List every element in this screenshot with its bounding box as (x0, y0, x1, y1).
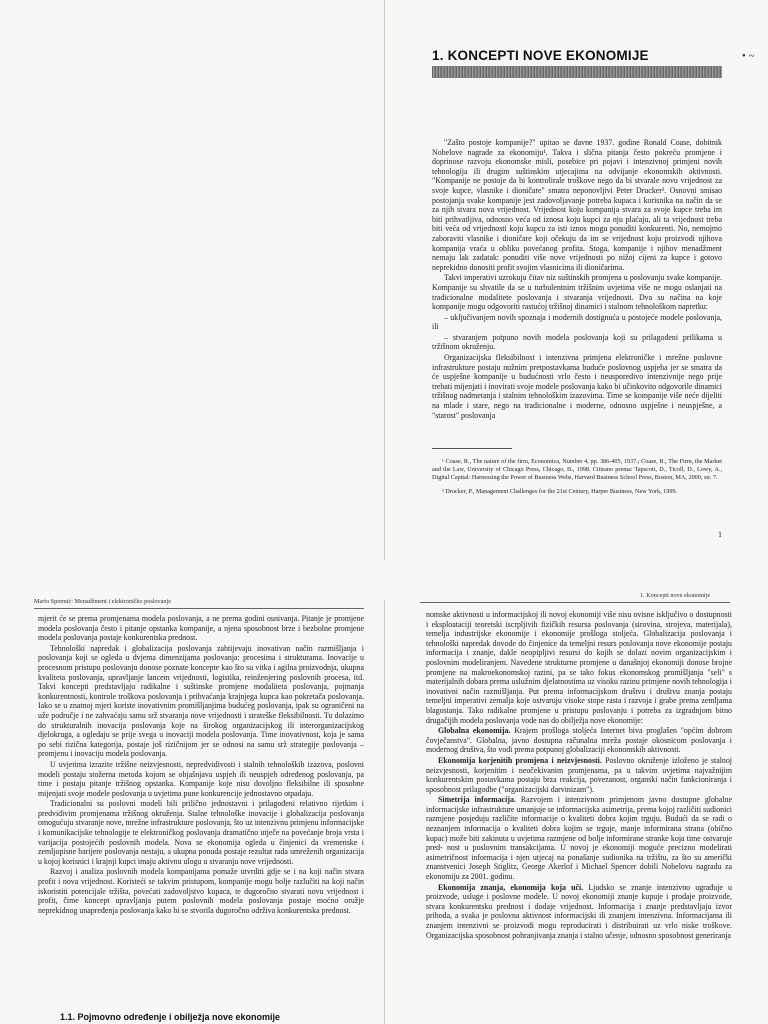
paragraph-text: nomske aktivnosti u informacijskoj ili novoj ekonomiji više nisu ovisne isključivo o dostupnosti i eksploataciji teoretski iscrpljivih fizičkih resursa poslovanja (sirovina, strojeva, materijala), temelja industrijske ekonomije i ekonomije prošloga stoljeća. Globalizacija poslovanja i tehnološki napredak dovode do činjenice da temeljni resurs poslovanja nove ekonomije postaju informacija i znanje, dakle neopipljivi resursi do kojih se dolazi novim organizacijskim i poslovnim modeliranjem. Navedene strukturne promjene u današnjoj ekonomiji donose brojne promjene na makroekonomskoj razini, pa se tako fokus ekonomskog promišljanja "seli" s materijalnih dobara prema uslužnim djelatnostima uz visoku razinu primjene novih tehnologija i inovativni način razmišljanja. Put prema informacijskom društvu i društvu znanja postaju temeljni imperativi zemalja koje ostvaruju visoke stope rasta i razvoja i grabe prema zemljama blagostanja. Tako radikalne promjene u pristupu poslovanju i potreba za izgradnjom bitno drugačijih modela poslovanja vode nas do obilježja nove ekonomije: (426, 610, 732, 725)
paragraph-lead: Ekonomija znanja, ekonomija koja uči. (438, 882, 584, 892)
paragraph (426, 726, 732, 755)
chapter-title: 1. KONCEPTI NOVE EKONOMIJE (432, 48, 649, 63)
page-number: 1 (718, 530, 722, 539)
paragraph-text: Ljudsko se znanje intenzivno ugrađuje u proizvode, usluge i poslovne modele. U novoj ekonomiji znanje kupuje i prodaje proizvode, stvara konkurentsku prednost i dodaje vrijednost. Informacija i znanje predstavljaju izvor prihoda, a svaka je poslovna aktivnost informacijski ili znanjem intenzivna. Informacijama ili znanjem intenzivni se proizvodi mogu reproducirati i distribuirati uz vrlo niske troškove. Organizacijska sposobnost pohranjivanja znanja i stalno učenje, odnosno sposobnost generiranja (426, 882, 732, 940)
paragraph-text: Krajem prošloga stoljeća Internet biva proglašen "općim dobrom čovječanstva". Globalna, javno dostupna računalna mreža postaje okosnicom poslovanja i modernog društva, što vodi prema potpunoj globalizaciji ekonomskih aktivnosti. (426, 726, 732, 755)
paragraph: Tehnološki napredak i globalizacija poslovanja zahtijevaju inovativan način razmišljanja i poslovanja koji se ogleda u dvjema dimenzijama poslovanja: procesima i strukturama. Inovacije u procesnom pristupu poslovanju donose poznate koncepte kao što su vitka i agilna proizvodnja, ukupna kvaliteta poslovanja, upravljanje lancem vrijednosti, logistika, reinženjering poslovnih procesa, itd. Takvi koncepti predstavljaju radikalne i suštinske promjene modaliteta poslovanja, pojmanja konkurentnosti, kontrole troškova poslovanja i prihvaćanja krajnjega kupca kao pokretača poslovanja. Iako se u znatnoj mjeri koriste inovativnim promišljanjima budućeg poslovanja, ipak su ograničeni na uže područje i ne zahvaćaju samu srž stvaranja nove vrijednosti i strateške fleksibilnosti. Tu dolazimo do strukturalnih inovacija poslovanja koje na širokog organizacijskog ili interorganizacijskog djelokruga, a ogledaju se prije svega u inovaciji modela poslovanja. Time inovativnost, koja je sama po sebi rizična kategorija, postaje još rizičnijom jer se odnosi na samu srž strategije poslovanja – promjenu i inovaciju modela poslovanja. (38, 643, 364, 759)
running-header-right: 1. Koncepti nove ekonomije (640, 592, 711, 599)
paragraph: Organizacijska fleksibilnost i intenzivna primjena elektroničke i mrežne poslovne infrastrukture postaju nužnim pretpostavkama buduće poslovnog uspjeha jer se smatra da će uspješne kompanije u budućnosti vrlo često i neusporedivo intenzivnije nego prije trebati mijenjati i inovirati svoje modele poslovanja kako bi učinkovito odgovorile dinamici tržišnog nadmetanja i stalnim tehnološkim izazovima. Time se kompanije više neće dijeliti na mlade i stare, nego na tradicionalne i moderne, odnosno uspješne i neuspješne, a "starost" poslovanja (432, 353, 722, 420)
list-item: – uključivanjem novih spoznaja i modernih dostignuća u postojeće modele poslovanja, ili (432, 312, 722, 332)
paragraph: Takvi imperativi uzrokuju čitav niz suštinskih promjena u poslovanju svake kompanije. Kompanije su shvatile da se u turbulentnim tržišnim uvjetima više ne mogu oslanjati na tradicionalne modalitete poslovanja i stvaranja vrijednosti. Dva su načina na koje kompanije mogu odgovoriti rastućoj tržišnoj dinamici i stalnom tehnološkom napretku: (432, 273, 722, 312)
paragraph-text: Razvojem i intenzivnom primjenom javno dostupne globalne informacijske infrastrukture umanjuje se informacijska asimetrija, prema kojoj različiti sudionici razmjene posjeduju različite informacije o kvaliteti dobra kojim trguju. Budući da se radi o neznanjem informacija o kvaliteti dobra kojim se trguje, manje informirana strana (obično kupac) može biti zakinuta u uvjetima razmjene od bolje informirane stranke koja time ostvaruje pred- nost u poslovnim transakcijama. U novoj je ekonomiji moguće precizno modelirati asimetričnost informacija i njen utjecaj na ponašanje sudionika na tržištu, za što su američki znanstvenici Joseph Stiglitz, George Akerlof i Michael Spencer dobili Nobelovu nagradu za ekonomiju za 2001. godinu. (426, 795, 732, 882)
paragraph: U uvjetima izrazite tržišne neizvjesnosti, nepredvidivosti i stalnih tehnoloških izazova, poslovni modeli postaju stožerna metoda kojom se objašnjava uspjeh ili neuspjeh određenog poslovanja, pa time i postaju pitanje tržišnog opstanka. Kompanije koje nisu dovoljno fleksibilne ili sposobne mijenjati svoje modele poslovanja u uvjetima pune konkurencije jednostavno otpadaju. (38, 759, 364, 798)
paragraph (426, 883, 732, 941)
bottom-left-body (38, 614, 364, 916)
page-fold-bottom (384, 600, 385, 1024)
top-page-body (432, 138, 722, 421)
section-heading: 1.1. Pojmovno određenje i obilježja nove ekonomije (60, 1012, 281, 1022)
footnotes (432, 458, 722, 502)
bottom-right-body (426, 610, 732, 941)
list-item: – stvaranjem potpuno novih modela poslovanja koji su prilagođeni prilikama u tržišnom okruženju. (432, 332, 722, 352)
paragraph (426, 610, 732, 725)
paragraph: Tradicionalni su poslovni modeli bili prilično jednostavni i prilagođeni relativno rijetkim i predvidivim promjenama tržišnog okruženja. Stalne tehnološke inovacije i globalizacija poslovanja omogućuju stvaranje nove, mrežne infrastrukture poslovanja, što uz intenzivnu primjenu informacijske i komunikacijske tehnologije te elektroničkog poslovanja dramatično utječe na povećanje broja vrsta i varijacija postojećih poslovnih modela. Nova se ekonomija ogleda u činjenici da vremenske i zemljopisne barijere poslovanja nestaju, a ukupna ponuda postaje rezultat rada umreženih organizacija u kojoj korisnici i krajnji kupci imaju aktivnu ulogu u stvaranju nove vrijednosti. (38, 799, 364, 866)
paragraph: mjerit će se prema promjenama modela poslovanja, a ne prema godini osnivanja. Pitanje je promjene modela poslovanja često i pitanje opstanka kompanije, a njena sposobnost brze i bezbolne promjene modela poslovanja postaje konkurentska prednost. (38, 614, 364, 643)
running-header-left: Mario Spremić: Menadžment i elektroničko poslovanje (34, 598, 171, 605)
paragraph: "Zašto postoje kompanije?" upitao se davne 1937. godine Ronald Coase, dobitnik Nobelove nagrade za ekonomiju¹. Takva i slična pitanja često pokreću promjene i doprinose razvoju ekonomske misli, posebice pri pojavi i intenzivnoj primjeni novih tehnologija ili drugim suštinskim utjecajima na odvijanje ekonomskih aktivnosti. "Kompanije ne postoje da bi kontrolirale troškove nego da bi stvarale novu vrijednost za svoje kupce, vlasnike i dioničare" smatra neponovljivi Peter Drucker². Osnovni smisao postojanja svake kompanije jest zadovoljavanje potreba kupaca i korisnika na način da se za njih stvara nova vrijednost. Vrijednost koju kompanija stvara za svoje kupce treba im biti prihvatljiva, odnosno veća od iznosa koju kupci za nju plaćaju, ali ta vrijednost treba biti veća od vrijednosti koju kupcu za isti iznos mogu ponuditi konkurenti. No, nemojmo zaboraviti vlasnike i dioničare koji očekuju da im se vrijednost koju proizvodi njihova kompanija vraća u obliku povećanog profita. Stoga, kompanije i njihov menadžment nemaju lak zadatak: ponuditi više nove vrijednosti po nižoj cijeni za kupce i gotovo neprekidno donositi profit svojim vlasnicima ili dioničarima. (432, 138, 722, 272)
page-fold-top (384, 0, 385, 560)
paragraph-lead: Simetrija informacija. (438, 795, 516, 805)
chapter-title-bar (432, 66, 722, 78)
paragraph-text: Poslovno okruženje izloženo je stalnoj neizvjesnosti, korjenitim i neočekivanim promjenama, pa u takvim uvjetima najvažnijim konkurentskim postavkama postaju brza reakcija, povezanost, organski način funkcioniranja i sposobnost prilagodbe ("organizacijski darvinizam"). (426, 755, 733, 794)
footnote: ² Drucker, P., Management Challenges for the 21st Century, Harper Business, New York, 1999. (442, 488, 678, 495)
footnote-divider (432, 448, 512, 449)
header-rule-left (34, 608, 364, 609)
corner-mark: • ~ (742, 50, 755, 62)
header-rule-right (420, 602, 730, 603)
footnote: ¹ Coase, R., The nature of the firm, Economica, Number 4, pp. 386-405, 1937.; Coase, R., The Firm, the Market and the Law, University of Chicago Press, Chicago, IL, 1998. Citirano prema: Tapscott, D., Ticoll, D., Lowy, A., Digital Capital: Harnessing the Power of Business Webs, Harvard Business School Press, Boston, MA, 2000, str. 7. (432, 458, 722, 481)
paragraph: Razvoj i analiza poslovnih modela kompanijama pomaže utvrditi gdje se i na koji način stvara profit i nova vrijednost. Koristeći se takvim pristupom, kompanije mogu bolje razlučiti na koji način iskoristiti potencijale tržišta, povećati zadovoljstvo kupaca, te dugoročno stvarati novu vrijednost i profit, čime koncept upravljanja putem poslovnih modela poslovanja postaje moćno oružje neprekidnog unapređenja poslovanja kako bi se stvorila dugoročno održiva konkurentska prednost. (38, 867, 364, 915)
paragraph (426, 756, 732, 794)
paragraph (426, 795, 732, 881)
paragraph-lead: Globalna ekonomija. (438, 726, 511, 736)
paragraph-lead: Ekonomija korjenitih promjena i neizvjesnosti. (438, 755, 602, 765)
